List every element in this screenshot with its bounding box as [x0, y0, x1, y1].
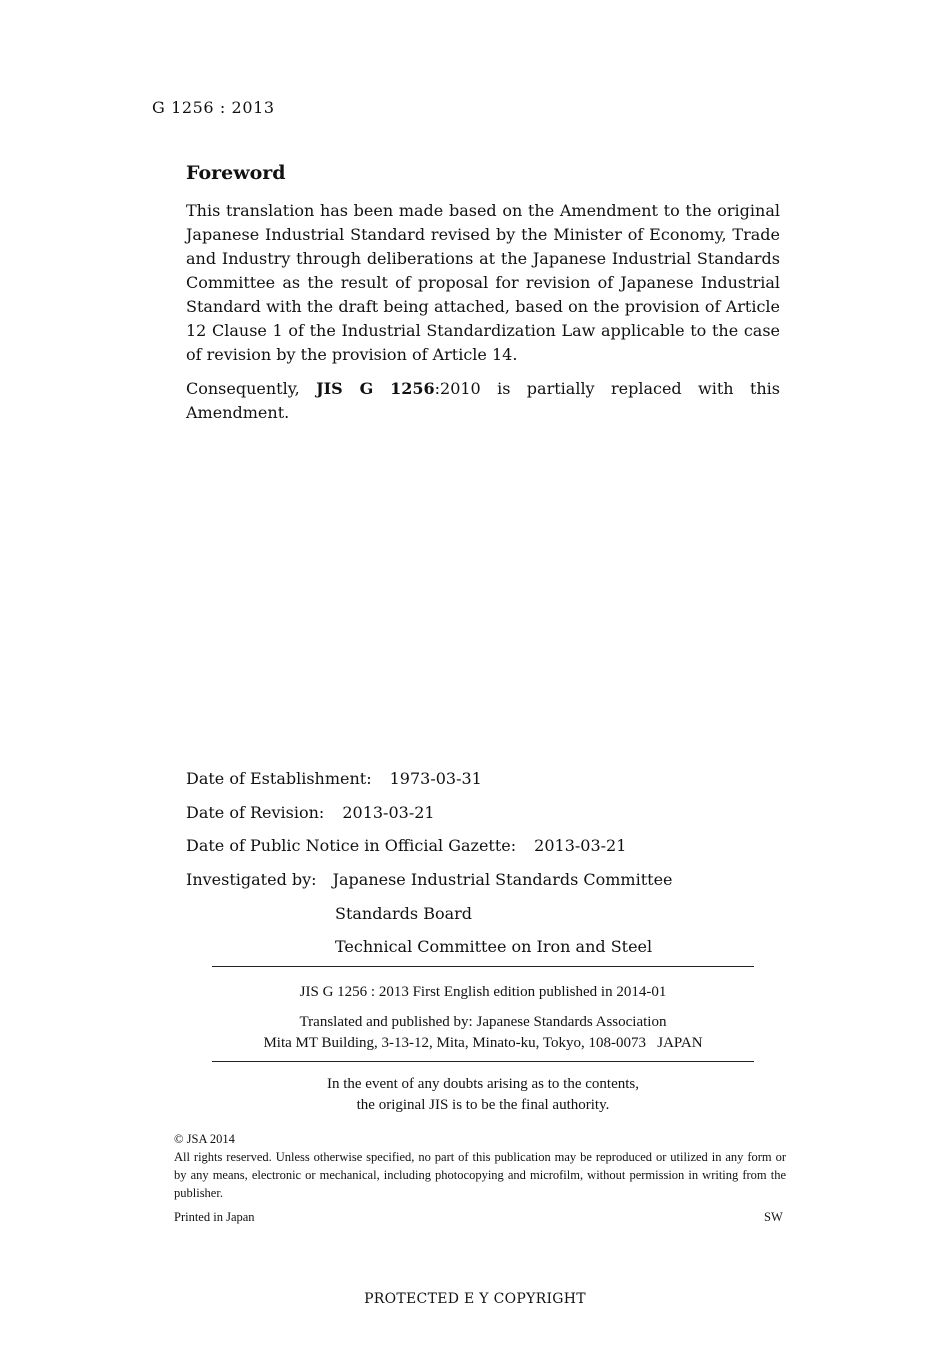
- paragraph-2-prefix: Consequently,: [186, 379, 317, 398]
- divider-top: [212, 966, 754, 967]
- establishment-value: 1973-03-31: [389, 769, 482, 788]
- standard-reference: JIS G 1256: [316, 379, 435, 398]
- foreword-heading: Foreword: [186, 162, 286, 184]
- investigated-committee: Japanese Industrial Standards Committee: [332, 870, 673, 889]
- publisher-line-1: Translated and published by: Japanese Standards Association: [299, 1014, 667, 1030]
- investigated-technical-committee: Technical Committee on Iron and Steel: [335, 937, 653, 956]
- copyright-block: [174, 1130, 786, 1202]
- authority-line-1: In the event of any doubts arising as to the contents,: [326, 1076, 639, 1092]
- paragraph-2-suffix: :2010 is partially replaced with this Amendment.: [186, 379, 781, 422]
- investigated-label: Investigated by:: [186, 870, 317, 889]
- gazette-label: Date of Public Notice in Official Gazette:: [186, 836, 517, 855]
- authority-line-2: the original JIS is to be the final authority.: [356, 1097, 610, 1113]
- establishment-label: Date of Establishment:: [186, 769, 372, 788]
- investigated-row: [186, 870, 673, 889]
- publisher-block: [212, 1012, 754, 1054]
- foreword-paragraph-2: [186, 377, 780, 425]
- revision-value: 2013-03-21: [342, 803, 435, 822]
- rights-statement: All rights reserved. Unless otherwise specified, no part of this publication may be reproduced or utilized in any form or by any means, electronic or mechanical, including photocopying and microfilm, without permission in writing from the publisher.: [174, 1150, 786, 1200]
- print-code: SW: [764, 1210, 783, 1224]
- edition-line: JIS G 1256 : 2013 First English edition published in 2014-01: [299, 984, 667, 1000]
- divider-bottom: [212, 1061, 754, 1062]
- foreword-paragraph-1: This translation has been made based on the Amendment to the original Japanese Industrial Standard revised by the Minister of Economy, Trade and Industry through deliberations at the Japanese Industrial Standards Committee as the result of proposal for revision of Japanese Industrial Standard with the draft being attached, based on the provision of Article 12 Clause 1 of the Industrial Standardization Law applicable to the case of revision by the provision of Article 14.: [186, 201, 780, 364]
- printed-in: Printed in Japan: [174, 1210, 255, 1224]
- revision-date-row: [186, 803, 435, 822]
- authority-notice: [212, 1074, 754, 1116]
- publisher-line-2: Mita MT Building, 3-13-12, Mita, Minato-ku, Tokyo, 108-0073 JAPAN: [263, 1035, 703, 1051]
- copyright-notice: © JSA 2014: [174, 1132, 235, 1146]
- protected-footer: PROTECTED E Y COPYRIGHT: [364, 1291, 586, 1307]
- gazette-date-row: [186, 836, 626, 855]
- revision-label: Date of Revision:: [186, 803, 325, 822]
- investigated-board: Standards Board: [335, 904, 473, 923]
- establishment-date-row: [186, 769, 482, 788]
- document-id: G 1256 : 2013: [152, 98, 275, 117]
- gazette-value: 2013-03-21: [534, 836, 627, 855]
